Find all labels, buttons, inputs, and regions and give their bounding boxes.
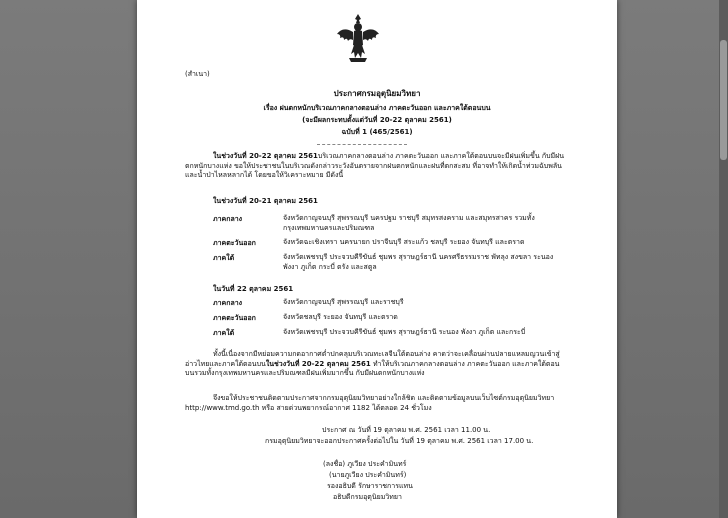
intro-paragraph: [185, 152, 565, 181]
scrollbar-thumb[interactable]: [720, 40, 727, 160]
vertical-scrollbar[interactable]: [719, 0, 728, 518]
signature-line: (ลงชื่อ) ภูเวียง ประคำมินทร์: [323, 460, 407, 468]
period2-region-1: ภาคกลาง: [213, 299, 243, 307]
period1-region-2: ภาคตะวันออก: [213, 239, 256, 247]
document-page: [137, 0, 617, 518]
period2-provinces-2: จังหวัดชลบุรี ระยอง จันทบุรี และตราด: [283, 313, 398, 321]
period1-region-1: ภาคกลาง: [213, 215, 243, 223]
garuda-emblem-icon: [335, 12, 381, 64]
signer-name: (นายภูเวียง ประคำมินทร์): [329, 471, 407, 479]
period2-heading: ในวันที่ 22 ตุลาคม 2561: [213, 285, 294, 293]
announced-at: ประกาศ ณ วันที่ 19 ตุลาคม พ.ศ. 2561 เวลา 11.00 น.: [322, 426, 491, 434]
period2-region-2: ภาคตะวันออก: [213, 314, 256, 322]
next-issue-note: กรมอุตุนิยมวิทยาจะออกประกาศครั้งต่อไปใน วันที่ 19 ตุลาคม พ.ศ. 2561 เวลา 17.00 น.: [265, 437, 534, 445]
period1-provinces-3: จังหวัดเพชรบุรี ประจวบคีรีขันธ์ ชุมพร สุราษฎร์ธานี นครศรีธรรมราช พัทลุง สงขลา ระนอง พังงา ภูเก็ต กระบี่ ตรัง และสตูล: [283, 253, 554, 271]
title-divider: [317, 144, 407, 145]
cause-text: ทำให้บริเวณภาคกลางตอนล่าง ภาคตะวันออก และภาคใต้ตอนบนรวมทั้งกรุงเทพมหานครและปริมณฑลมีฝนเพิ่มมากขึ้น กับมีฝนตกหนักบางแห่ง: [185, 359, 560, 377]
cause-dates: ในช่วงวันที่ 20-22 ตุลาคม 2561: [265, 359, 371, 368]
copy-note: (สำเนา): [185, 70, 210, 78]
period1-provinces-1: จังหวัดกาญจนบุรี สุพรรณบุรี นครปฐม ราชบุรี สมุทรสงคราม และสมุทรสาคร รวมทั้งกรุงเทพมหานครและปริมณฑล: [283, 214, 535, 232]
effective-dates: (จะมีผลกระทบตั้งแต่วันที่ 20-22 ตุลาคม 2561): [302, 116, 452, 124]
intro-lead: ในช่วงวันที่ 20-22 ตุลาคม 2561: [213, 152, 318, 160]
period1-provinces-2: จังหวัดฉะเชิงเทรา นครนายก ปราจีนบุรี สระแก้ว ชลบุรี ระยอง จันทบุรี และตราด: [283, 238, 525, 246]
intro-text: บริเวณภาคกลางตอนล่าง ภาคตะวันออก และภาคใต้ตอนบนจะมีฝนเพิ่มขึ้น กับมีฝนตกหนักบางแห่ง ขอให้ประชาชนในบริเวณดังกล่าวระวังอันตรายจากฝนตกหนักและฝนที่ตกสะสม ที่อาจทำให้เกิดน้ำท่วมฉับพลัน และน้ำป่าไหลหลากได้ โดยขอให้วิเคราะหมาย มีดังนี้: [185, 152, 565, 179]
period2-provinces-1: จังหวัดกาญจนบุรี สุพรรณบุรี และราชบุรี: [283, 298, 404, 306]
period2-region-3: ภาคใต้: [213, 329, 235, 337]
period1-heading: ในช่วงวันที่ 20-21 ตุลาคม 2561: [213, 197, 318, 205]
cause-paragraph: [185, 350, 565, 379]
period1-region-3: ภาคใต้: [213, 254, 235, 262]
announcement-title: ประกาศกรมอุตุนิยมวิทยา: [333, 89, 421, 98]
signer-role: รองอธิบดี รักษาราชการแทน: [327, 482, 413, 490]
cause-lead: ทั้งนี้เนื่องจากมีหย่อมความกดอากาศต่ำปกคลุมบริเวณทะเลจีนใต้ตอนล่าง คาดว่าจะเคลื่อนผ่านปลายแหลมญวนเข้าสู่อ่าวไทยและภาคใต้ตอนบน: [185, 350, 560, 368]
period2-provinces-3: จังหวัดเพชรบุรี ประจวบคีรีขันธ์ ชุมพร สุราษฎร์ธานี ระนอง พังงา ภูเก็ต และกระบี่: [283, 328, 526, 336]
advice-paragraph: จึงขอให้ประชาชนติดตามประกาศจากกรมอุตุนิยมวิทยาอย่างใกล้ชิด และติดตามข้อมูลบนเว็บไซต์กรมอุตุนิยมวิทยา http://www.tmd.go.th หรือ สายด่วนพยากรณ์อากาศ 1182 ได้ตลอด 24 ชั่วโมง: [185, 394, 555, 412]
signer-organization: อธิบดีกรมอุตุนิยมวิทยา: [333, 493, 402, 501]
announcement-subject: เรื่อง ฝนตกหนักบริเวณภาคกลางตอนล่าง ภาคตะวันออก และภาคใต้ตอนบน: [263, 104, 491, 112]
issue-number: ฉบับที่ 1 (465/2561): [341, 128, 413, 136]
